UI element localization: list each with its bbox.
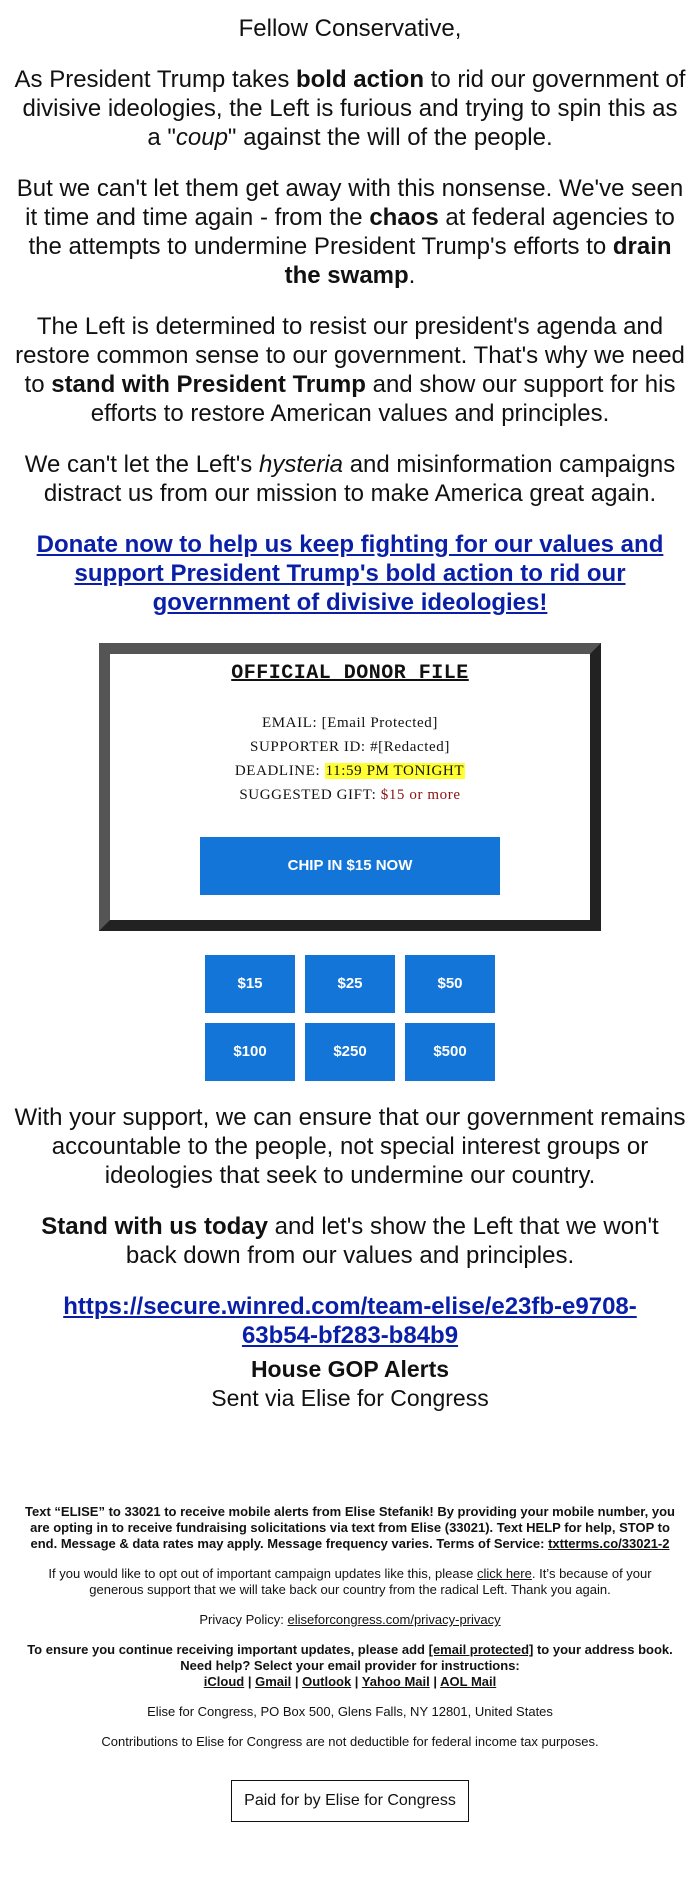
supporter-id-row: SUPPORTER ID: #[Redacted] <box>250 739 450 755</box>
paragraph-4: We can't let the Left's hysteria and misinformation campaigns distract us from our mission to make America great again. <box>24 451 676 507</box>
amount-button-25[interactable]: $25 <box>305 955 395 1013</box>
amount-button-50[interactable]: $50 <box>405 955 495 1013</box>
provider-link-icloud[interactable]: iCloud <box>203 1674 245 1689</box>
winred-url-link[interactable]: https://secure.winred.com/team-elise/e23fb-e9708-63b54-bf283-b84b9 <box>63 1293 637 1349</box>
provider-link-outlook[interactable]: Outlook <box>302 1674 352 1689</box>
opt-out-link[interactable]: click here <box>476 1566 532 1581</box>
provider-link-yahoo[interactable]: Yahoo Mail <box>361 1674 430 1689</box>
chip-in-button[interactable]: CHIP IN $15 NOW <box>200 837 500 895</box>
provider-link-gmail[interactable]: Gmail <box>255 1674 292 1689</box>
footer <box>0 1504 700 1822</box>
signature-sent-via: Sent via Elise for Congress <box>211 1385 489 1411</box>
paragraph-6: Stand with us today and let's show the Left that we won't back down from our values and principles. <box>41 1213 659 1269</box>
donation-amount-grid <box>195 955 505 1081</box>
paragraph-1: As President Trump takes bold action to rid our government of divisive ideologies, the Left is furious and trying to spin this as a "coup" against the will of the people. <box>14 66 686 151</box>
suggested-gift-row: SUGGESTED GIFT: $15 or more <box>239 787 461 803</box>
paragraph-2: But we can't let them get away with this nonsense. We've seen it time and time again - from the chaos at federal agencies to the attempts to undermine President Trump's efforts to drain the swamp. <box>16 175 684 289</box>
privacy-policy-link[interactable]: eliseforcongress.com/privacy-privacy <box>287 1612 501 1627</box>
provider-link-aol[interactable]: AOL Mail <box>440 1674 497 1689</box>
paragraph-3: The Left is determined to resist our president's agenda and restore common sense to our government. That's why we need to stand with President Trump and show our support for his efforts to restore American values and principles. <box>15 313 685 427</box>
email-body <box>0 14 700 1822</box>
tax-disclaimer: Contributions to Elise for Congress are not deductible for federal income tax purposes. <box>101 1734 599 1749</box>
amount-button-100[interactable]: $100 <box>205 1023 295 1081</box>
amount-button-15[interactable]: $15 <box>205 955 295 1013</box>
amount-button-500[interactable]: $500 <box>405 1023 495 1081</box>
paragraph-5: With your support, we can ensure that our government remains accountable to the people, not special interest groups or ideologies that seek to undermine our country. <box>14 1104 686 1189</box>
deadline-row: DEADLINE: 11:59 PM TONIGHT <box>234 763 465 779</box>
opt-out-text: If you would like to opt out of important campaign updates like this, please click here. It’s because of your generous support that we will take back our country from the radical Left. Thank you again. <box>48 1566 652 1597</box>
whitelist-email-link[interactable]: [email protected] <box>428 1642 534 1657</box>
whitelist-instructions: To ensure you continue receiving important updates, please add [email protected] to your address book. Need help? Select your email provider for instructions: iCloud | Gmail | Outlook | Yahoo Mail | AOL Mail <box>27 1642 673 1689</box>
sms-disclaimer: Text “ELISE” to 33021 to receive mobile alerts from Elise Stefanik! By providing your mobile number, you are opting in to receive fundraising solicitations via text from Elise (33021). Text HELP for help, STOP to end. Message & data rates may apply. Message frequency varies. Terms of Service: txtterms.co/33021-2 <box>25 1504 675 1551</box>
signature-org: House GOP Alerts <box>250 1356 450 1382</box>
donor-file-title: OFFICIAL DONOR FILE <box>231 662 469 685</box>
sms-terms-link[interactable]: txtterms.co/33021-2 <box>548 1536 670 1551</box>
donor-file-details <box>110 711 590 807</box>
amount-button-250[interactable]: $250 <box>305 1023 395 1081</box>
salutation: Fellow Conservative, <box>238 15 462 42</box>
donate-now-link[interactable]: Donate now to help us keep fighting for our values and support President Trump's bold action to rid our government of divisive ideologies! <box>36 531 664 616</box>
paid-for-by-box: Paid for by Elise for Congress <box>231 1780 469 1822</box>
official-donor-file-box <box>99 643 601 931</box>
deadline-highlight: 11:59 PM TONIGHT <box>325 763 465 779</box>
donor-email-row: EMAIL: [Email Protected] <box>261 715 439 731</box>
privacy-policy: Privacy Policy: eliseforcongress.com/privacy-privacy <box>199 1612 501 1627</box>
mailing-address: Elise for Congress, PO Box 500, Glens Falls, NY 12801, United States <box>147 1704 553 1719</box>
